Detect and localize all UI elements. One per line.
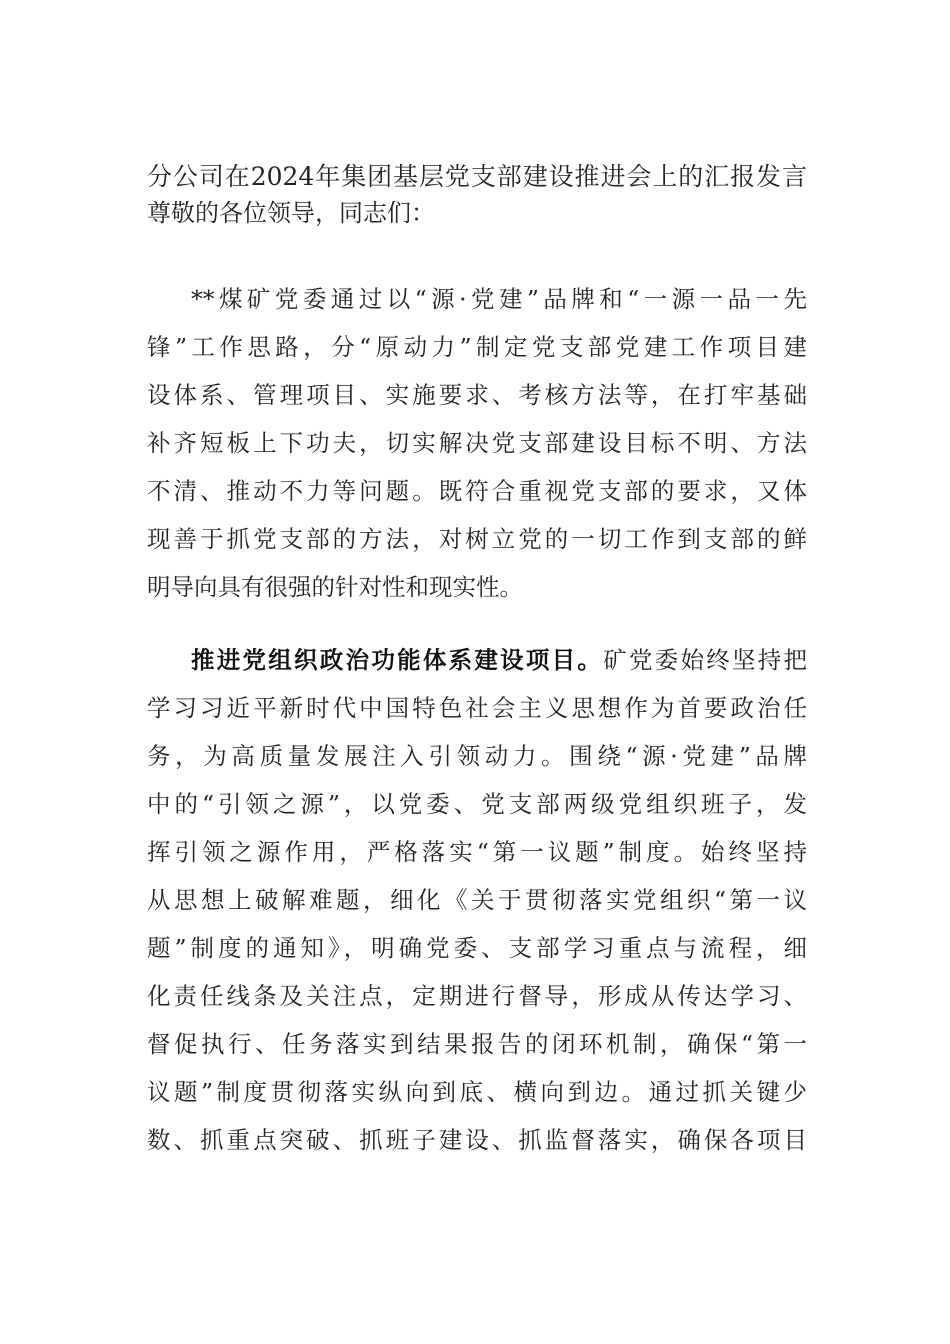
salutation: 尊敬的各位领导，同志们： <box>147 199 435 227</box>
paragraph-line: 数、抓重点突破、抓班子建设、抓监督落实，确保各项目 <box>147 1126 807 1154</box>
section-heading-continuation: 矿党委始终坚持把 <box>603 646 808 674</box>
paragraph-line: 不清、推动不力等问题。既符合重视党支部的要求，又体 <box>147 477 807 505</box>
paragraph-line: 补齐短板上下功夫，切实解决党支部建设目标不明、方法 <box>147 429 807 457</box>
section-heading: 推进党组织政治功能体系建设项目。 <box>191 646 604 674</box>
paragraph-line: 务，为高质量发展注入引领动力。围绕“源·党建”品牌 <box>147 742 807 770</box>
paragraph-line: 挥引领之源作用，严格落实“第一议题”制度。始终坚持 <box>147 838 807 866</box>
paragraph-line: 中的“引领之源”，以党委、党支部两级党组织班子，发 <box>147 790 807 818</box>
paragraph-line: 化责任线条及关注点，定期进行督导，形成从传达学习、 <box>147 982 807 1010</box>
paragraph-line: 设体系、管理项目、实施要求、考核方法等，在打牢基础 <box>147 381 807 409</box>
paragraph-line: 从思想上破解难题，细化《关于贯彻落实党组织“第一议 <box>147 886 807 914</box>
paragraph-line: 议题”制度贯彻落实纵向到底、横向到边。通过抓关键少 <box>147 1078 807 1106</box>
paragraph-line: 现善于抓党支部的方法，对树立党的一切工作到支部的鲜 <box>147 525 807 553</box>
paragraph-line: 明导向具有很强的针对性和现实性。 <box>147 573 523 601</box>
document-title: 分公司在2024年集团基层党支部建设推进会上的汇报发言 <box>147 162 807 191</box>
paragraph-line: 锋”工作思路，分“原动力”制定党支部党建工作项目建 <box>147 333 807 361</box>
paragraph-line <box>147 636 807 684</box>
paragraph-line: **煤矿党委通过以“源·党建”品牌和“一源一品一先 <box>191 285 807 313</box>
paragraph-political-function <box>147 636 807 1164</box>
paragraph-line: 督促执行、任务落实到结果报告的闭环机制，确保“第一 <box>147 1030 807 1058</box>
paragraph-intro <box>147 275 807 611</box>
paragraph-line: 学习习近平新时代中国特色社会主义思想作为首要政治任 <box>147 694 807 722</box>
paragraph-line: 题”制度的通知》，明确党委、支部学习重点与流程，细 <box>147 934 807 962</box>
